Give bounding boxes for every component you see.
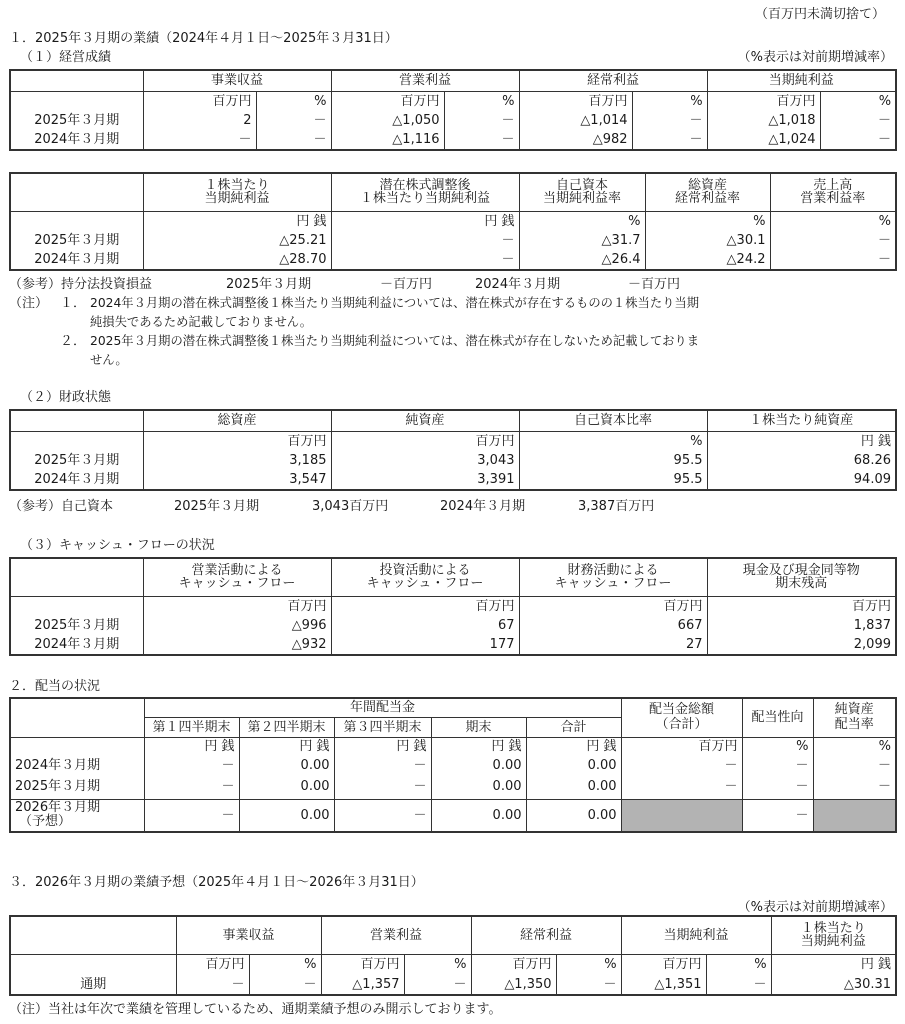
cell: － [256,111,331,130]
unit: % [444,91,519,111]
unit: 円 銭 [143,211,331,231]
table-row [10,470,896,490]
cell: 0.00 [239,755,334,775]
header-ordinary-income: 経常利益 [519,70,707,91]
header-eps: １株当たり 当期純利益 [143,173,331,211]
header-annual-dividends: 年間配当金 [144,698,621,717]
cell: 3,391 [331,470,519,490]
cell: △1,350 [471,975,556,995]
cell: 0.00 [526,775,621,799]
table-row [10,775,896,799]
table-row [10,616,896,635]
unit: 円 銭 [526,737,621,755]
header-net-assets: 純資産 [331,410,519,431]
cell: － [632,130,707,150]
unit: 百万円 [143,596,331,616]
cell: 2 [143,111,256,130]
sub1-note: （%表示は対前期増減率） [737,50,893,65]
unit: % [404,954,471,975]
header-total-dividends: 配当金総額 （合計） [621,698,742,737]
table-row [10,635,896,655]
cell: 667 [519,616,707,635]
cell: － [334,775,431,799]
header-operating-margin: 売上高 営業利益率 [770,173,896,211]
header-ordinary-income: 経常利益 [471,916,621,954]
unit: % [519,211,645,231]
cell: 3,185 [143,451,331,470]
cell: － [706,975,771,995]
cell: － [742,755,813,775]
equity-method-reference-label: （参考）持分法投資損益 [9,277,153,292]
header-revenue: 事業収益 [176,916,321,954]
cell: 0.00 [431,799,526,832]
reference-period: 2025年３月期 [174,499,260,514]
unit: 百万円 [621,954,706,975]
cell: △982 [519,130,632,150]
cell: 27 [519,635,707,655]
cell: 0.00 [239,799,334,832]
cell: 0.00 [431,755,526,775]
cell: △1,024 [707,130,820,150]
cell: － [144,799,239,832]
cell: △1,014 [519,111,632,130]
cell: △28.70 [143,250,331,270]
table-row [10,130,896,150]
table-row [10,755,896,775]
cell: － [556,975,621,995]
header-bps: １株当たり純資産 [707,410,896,431]
cell: － [621,755,742,775]
header-operating-income: 営業利益 [331,70,519,91]
unit: 百万円 [321,954,404,975]
unit: 百万円 [519,91,632,111]
row-label: 2026年３月期 （予想） [10,799,144,832]
reference-value: －百万円 [628,277,681,292]
row-label: 2025年３月期 [10,775,144,799]
reference-period: 2024年３月期 [475,277,561,292]
unit: 円 銭 [431,737,526,755]
cell: － [742,775,813,799]
cell: － [143,130,256,150]
cell: － [404,975,471,995]
cell: △24.2 [645,250,770,270]
sub3-title: （３）キャッシュ・フローの状況 [20,538,215,553]
equity-reference-label: （参考）自己資本 [9,499,114,514]
cell: － [331,231,519,250]
forecast-table [9,915,897,996]
reference-period: 2025年３月期 [226,277,312,292]
row-label: 2024年３月期 [10,470,143,490]
note-text: 2025年３月期の潜在株式調整後１株当たり当期純利益については、潜在株式が存在しないため記載しておりま [90,334,700,348]
cash-flow-table [9,557,897,656]
cell: － [331,250,519,270]
cell: 177 [331,635,519,655]
unit: 百万円 [707,596,896,616]
unit: % [770,211,896,231]
unit: % [742,737,813,755]
unit: 円 銭 [771,954,896,975]
cell: △1,351 [621,975,706,995]
dividends-table [9,697,897,833]
row-label: 2024年３月期 [10,130,143,150]
unit: % [820,91,896,111]
header-revenue: 事業収益 [143,70,331,91]
unit-note: （百万円未満切捨て） [754,7,885,22]
header-q3: 第３四半期末 [334,717,431,737]
unit: 百万円 [143,431,331,451]
table-row [10,111,896,130]
cell: 3,043 [331,451,519,470]
unit: % [632,91,707,111]
header-financing-cf: 財務活動による キャッシュ・フロー [519,558,707,596]
cell: － [334,755,431,775]
header-total: 合計 [526,717,621,737]
sub1-title: （１）経営成績 [20,50,112,65]
cell: － [742,799,813,832]
forecast-footnote: （注）当社は年次で業績を管理しているため、通期業績予想のみ開示しております。 [9,1002,502,1017]
operating-results-table [9,69,897,151]
unit: 百万円 [471,954,556,975]
note-number: １． [60,296,87,311]
section2-title: ２．配当の状況 [9,679,101,694]
header-q2: 第２四半期末 [239,717,334,737]
cell: － [144,755,239,775]
row-label: 通期 [10,975,176,995]
header-dividend-on-equity: 純資産 配当率 [813,698,896,737]
header-net-income: 当期純利益 [621,916,771,954]
unit: 円 銭 [239,737,334,755]
header-eps: １株当たり 当期純利益 [771,916,896,954]
cell: △1,050 [331,111,444,130]
header-blank [10,70,143,91]
unit: 円 銭 [144,737,239,755]
cell: － [249,975,321,995]
unit: % [256,91,331,111]
header-roa: 総資産 経常利益率 [645,173,770,211]
cell: 0.00 [526,799,621,832]
gray-cell [813,799,896,832]
cell: － [820,111,896,130]
cell: － [334,799,431,832]
unit: 百万円 [519,596,707,616]
row-label: 2024年３月期 [10,755,144,775]
unit: 百万円 [621,737,742,755]
cell: － [444,130,519,150]
cell: 95.5 [519,470,707,490]
header-year-end: 期末 [431,717,526,737]
unit: % [645,211,770,231]
note-text: 純損失であるため記載しておりません。 [90,315,313,329]
cell: － [632,111,707,130]
unit: % [249,954,321,975]
header-diluted-eps: 潜在株式調整後 １株当たり当期純利益 [331,173,519,211]
cell: 3,547 [143,470,331,490]
cell: △932 [143,635,331,655]
row-label: 2025年３月期 [10,231,143,250]
cell: △30.1 [645,231,770,250]
unit: 円 銭 [331,211,519,231]
unit: 百万円 [331,91,444,111]
gray-cell [621,799,742,832]
reference-period: 2024年３月期 [440,499,526,514]
header-operating-cf: 営業活動による キャッシュ・フロー [143,558,331,596]
sub2-title: （２）財政状態 [20,390,112,405]
cell: △26.4 [519,250,645,270]
section1-title: １．2025年３月期の業績（2024年４月１日～2025年３月31日） [9,31,398,46]
cell: △30.31 [771,975,896,995]
cell: － [621,775,742,799]
cell: △1,116 [331,130,444,150]
unit: 百万円 [331,596,519,616]
cell: 0.00 [526,755,621,775]
cell: － [770,231,896,250]
reference-value: 3,043百万円 [312,499,389,514]
section3-note: （%表示は対前期増減率） [737,900,893,915]
table-row [10,250,896,270]
notes-prefix: （注） [9,296,49,311]
unit: % [813,737,896,755]
row-label: 2025年３月期 [10,111,143,130]
note-text: 2024年３月期の潜在株式調整後１株当たり当期純利益については、潜在株式が存在するものの１株当たり当期 [90,296,700,310]
cell: 95.5 [519,451,707,470]
row-label: 2024年３月期 [10,250,143,270]
cell: － [144,775,239,799]
unit: 百万円 [707,91,820,111]
reference-value: 3,387百万円 [578,499,655,514]
unit: 百万円 [331,431,519,451]
cell: △1,018 [707,111,820,130]
cell: － [176,975,249,995]
header-net-income: 当期純利益 [707,70,896,91]
header-payout-ratio: 配当性向 [742,698,813,737]
header-operating-income: 営業利益 [321,916,471,954]
cell: △31.7 [519,231,645,250]
section3-title: ３．2026年３月期の業績予想（2025年４月１日～2026年３月31日） [9,875,424,890]
reference-value: －百万円 [380,277,433,292]
note-number: ２． [60,334,87,349]
row-label: 2025年３月期 [10,451,143,470]
header-cash-balance: 現金及び現金同等物 期末残高 [707,558,896,596]
cell: △1,357 [321,975,404,995]
cell: － [813,755,896,775]
header-roe: 自己資本 当期純利益率 [519,173,645,211]
table-row [10,231,896,250]
unit: 百万円 [176,954,249,975]
unit: % [556,954,621,975]
unit: 円 銭 [334,737,431,755]
cell: － [813,775,896,799]
cell: － [256,130,331,150]
note-text: せん。 [90,353,128,367]
table-row-forecast [10,799,896,832]
header-investing-cf: 投資活動による キャッシュ・フロー [331,558,519,596]
header-total-assets: 総資産 [143,410,331,431]
cell: △996 [143,616,331,635]
cell: △25.21 [143,231,331,250]
table-row [10,975,896,995]
unit: 百万円 [143,91,256,111]
cell: 67 [331,616,519,635]
per-share-table [9,172,897,271]
cell: － [820,130,896,150]
header-q1: 第１四半期末 [144,717,239,737]
row-label: 2025年３月期 [10,616,143,635]
cell: 2,099 [707,635,896,655]
financial-position-table [9,409,897,491]
cell: 68.26 [707,451,896,470]
row-label: 2024年３月期 [10,635,143,655]
cell: 1,837 [707,616,896,635]
unit: % [706,954,771,975]
cell: 0.00 [431,775,526,799]
cell: － [444,111,519,130]
cell: － [770,250,896,270]
header-equity-ratio: 自己資本比率 [519,410,707,431]
cell: 94.09 [707,470,896,490]
unit: % [519,431,707,451]
table-row [10,451,896,470]
unit: 円 銭 [707,431,896,451]
cell: 0.00 [239,775,334,799]
